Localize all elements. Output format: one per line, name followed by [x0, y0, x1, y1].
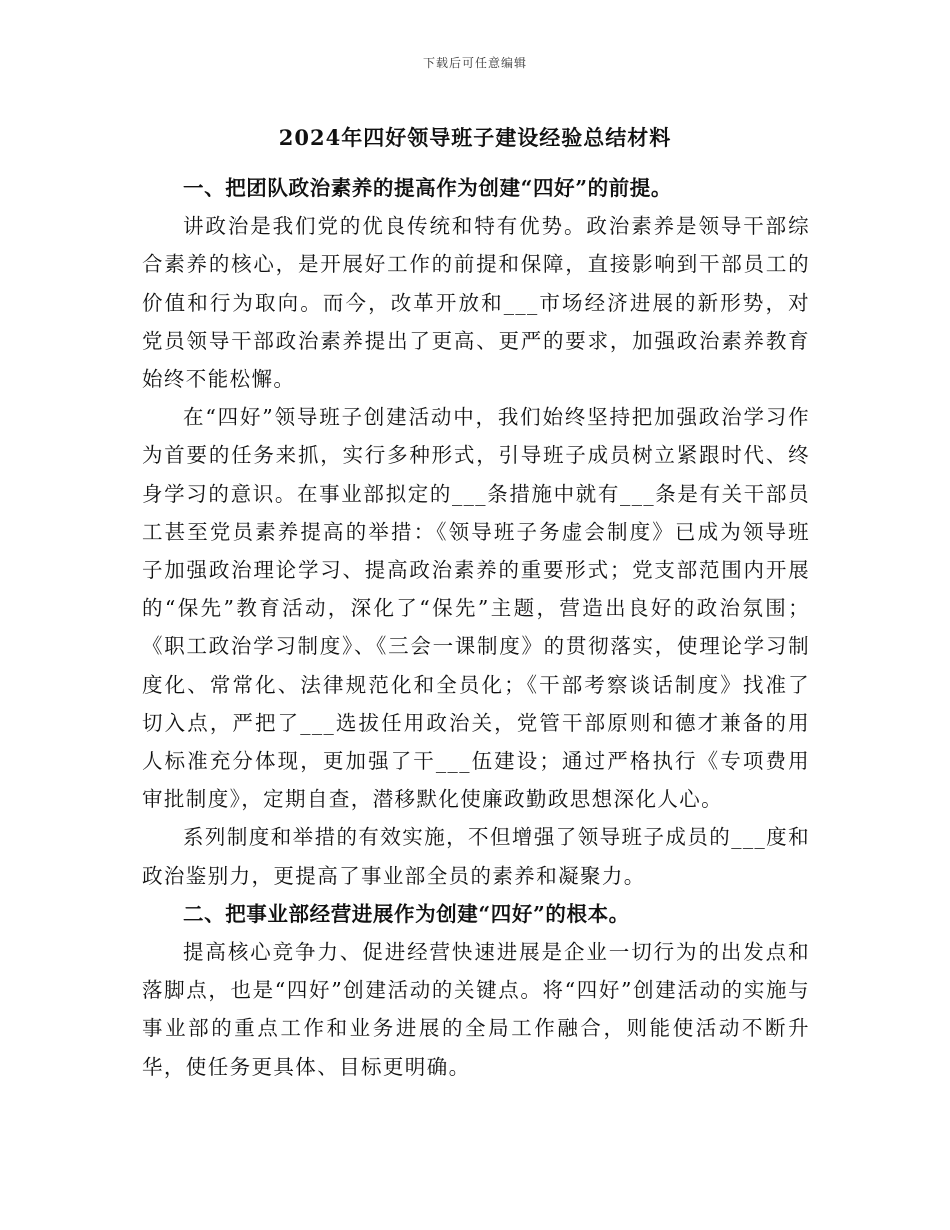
body-paragraph: 在“四好”领导班子创建活动中，我们始终坚持把加强政治学习作为首要的任务来抓，实行多种形式，引导班子成员树立紧跟时代、终身学习的意识。在事业部拟定的___条措施中就有___条是有关干部员工甚至党员素养提高的举措：《领导班子务虚会制度》已成为领导班子加强政治理论学习、提高政治素养的重要形式；党支部范围内开展的“保先”教育活动，深化了“保先”主题，营造出良好的政治氛围；《职工政治学习制度》、《三会一课制度》的贯彻落实，使理论学习制度化、常常化、法律规范化和全员化；《干部考察谈话制度》找准了切入点，严把了___选拔任用政治关，党管干部原则和德才兼备的用人标准充分体现，更加强了干___伍建设；通过严格执行《专项费用审批制度》，定期自查，潜移默化使廉政勤政思想深化人心。: [142, 405, 810, 812]
document-title: 2024年四好领导班子建设经验总结材料: [278, 125, 672, 150]
section-heading-2: 二、把事业部经营进展作为创建“四好”的根本。: [183, 901, 630, 926]
body-paragraph: 提高核心竞争力、促进经营快速进展是企业一切行为的出发点和落脚点，也是“四好”创建活动的关键点。将“四好”创建活动的实施与事业部的重点工作和业务进展的全局工作融合，则能使活动不断升华，使任务更具体、目标更明确。: [142, 940, 810, 1079]
document-body: [142, 169, 810, 1086]
body-paragraph: 讲政治是我们党的优良传统和特有优势。政治素养是领导干部综合素养的核心，是开展好工作的前提和保障，直接影响到干部员工的价值和行为取向。而今，改革开放和___市场经济进展的新形势，对党员领导干部政治素养提出了更高、更严的要求，加强政治素养教育始终不能松懈。: [142, 214, 810, 392]
header-note: 下载后可任意编辑: [422, 56, 527, 70]
section-heading-1: 一、把团队政治素养的提高作为创建“四好”的前提。: [183, 176, 672, 200]
body-paragraph: 系列制度和举措的有效实施，不但增强了领导班子成员的___度和政治鉴别力，更提高了事业部全员的素养和凝聚力。: [142, 825, 810, 888]
